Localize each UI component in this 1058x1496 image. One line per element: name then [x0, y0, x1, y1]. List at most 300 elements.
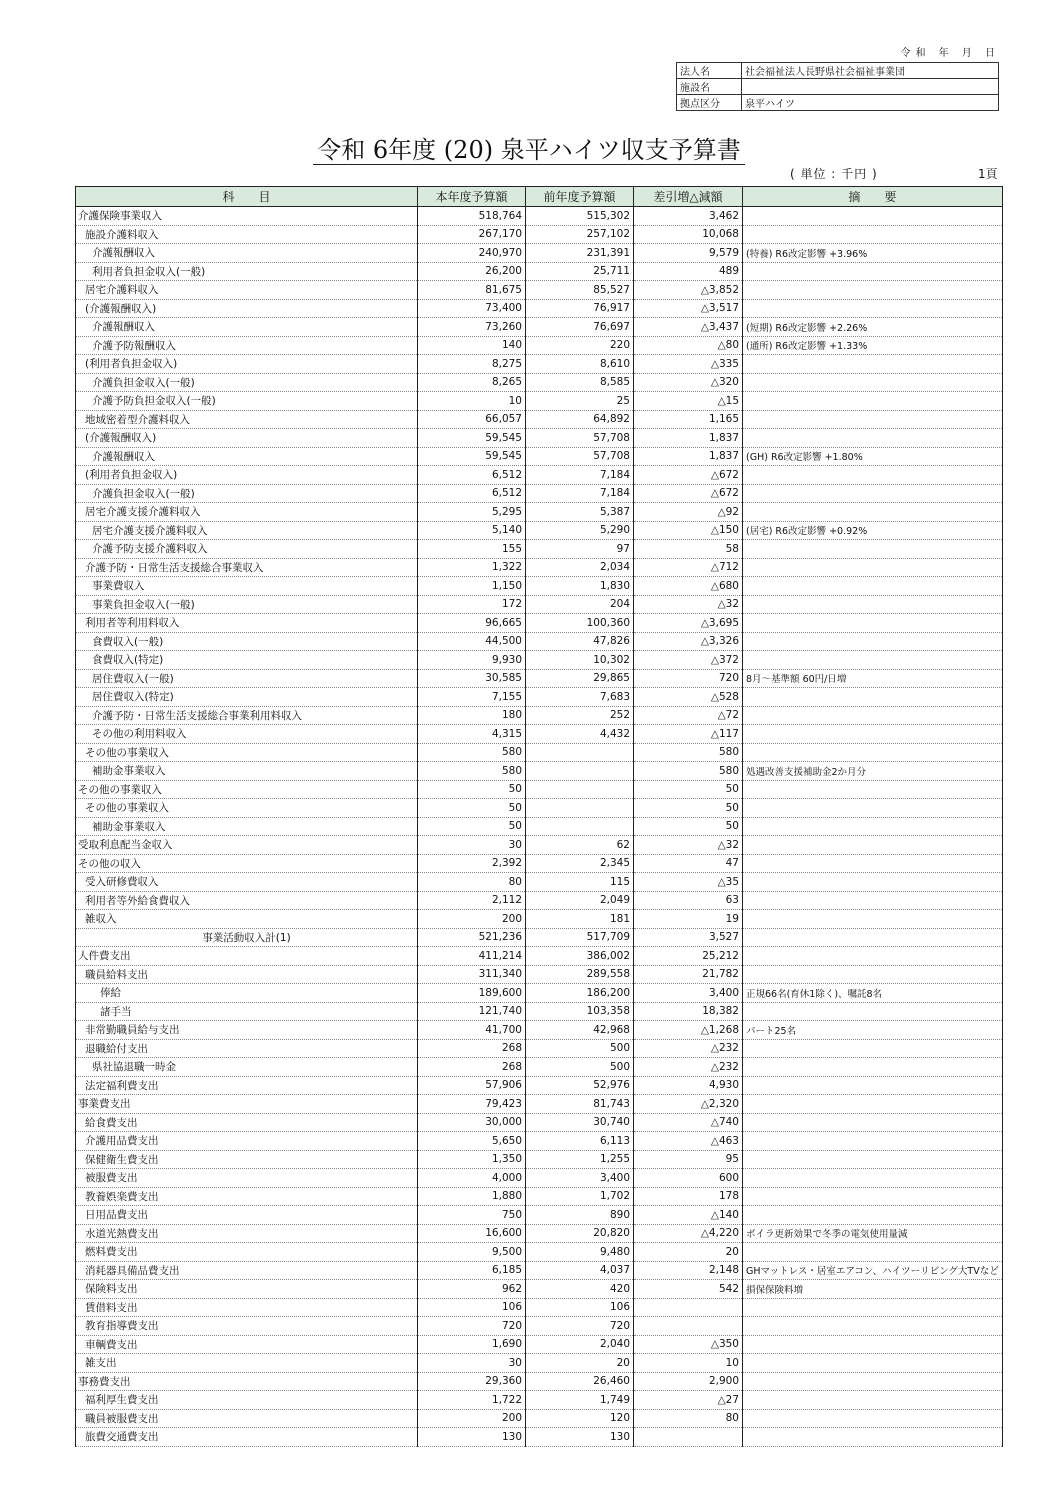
col-header-item: 科 目	[76, 187, 418, 207]
table-row	[76, 577, 1003, 596]
table-row	[76, 318, 1003, 337]
table-row	[76, 540, 1003, 559]
remarks-cell	[743, 706, 1003, 725]
remarks-cell	[743, 540, 1003, 559]
remarks-cell	[743, 503, 1003, 522]
table-row	[76, 1354, 1003, 1373]
item-cell: (利用者負担金収入)	[76, 466, 418, 485]
previous-cell: 257,102	[526, 225, 634, 244]
current-cell: 66,057	[418, 410, 526, 429]
current-cell: 6,512	[418, 466, 526, 485]
item-cell: 受入研修費収入	[76, 873, 418, 892]
remarks-cell: パート25名	[743, 1021, 1003, 1040]
item-cell: 介護報酬収入	[76, 244, 418, 263]
remarks-cell	[743, 836, 1003, 855]
current-cell: 50	[418, 799, 526, 818]
previous-cell: 130	[526, 1428, 634, 1447]
diff-cell: △3,695	[634, 614, 743, 633]
table-row	[76, 484, 1003, 503]
item-cell: 水道光熱費支出	[76, 1224, 418, 1243]
current-cell: 30	[418, 1354, 526, 1373]
item-cell: 介護保険事業収入	[76, 207, 418, 226]
item-cell: 法定福利費支出	[76, 1076, 418, 1095]
previous-cell: 4,037	[526, 1261, 634, 1280]
item-cell: 介護負担金収入(一般)	[76, 373, 418, 392]
previous-cell: 2,034	[526, 558, 634, 577]
remarks-cell	[743, 355, 1003, 374]
diff-cell	[634, 1298, 743, 1317]
table-row	[76, 429, 1003, 448]
diff-cell: △740	[634, 1113, 743, 1132]
table-row	[76, 1113, 1003, 1132]
current-cell: 2,112	[418, 891, 526, 910]
table-row	[76, 688, 1003, 707]
item-cell: 事業負担金収入(一般)	[76, 595, 418, 614]
previous-cell: 517,709	[526, 928, 634, 947]
diff-cell: 80	[634, 1409, 743, 1428]
diff-cell: 542	[634, 1280, 743, 1299]
item-cell: 利用者等外給食費収入	[76, 891, 418, 910]
table-row	[76, 799, 1003, 818]
diff-cell: △232	[634, 1039, 743, 1058]
current-cell: 4,000	[418, 1169, 526, 1188]
table-row	[76, 281, 1003, 300]
table-row	[76, 1187, 1003, 1206]
current-cell: 411,214	[418, 947, 526, 966]
previous-cell: 2,049	[526, 891, 634, 910]
table-row	[76, 1280, 1003, 1299]
table-row	[76, 780, 1003, 799]
table-row	[76, 595, 1003, 614]
remarks-cell	[743, 1187, 1003, 1206]
remarks-cell	[743, 1428, 1003, 1447]
previous-cell: 106	[526, 1298, 634, 1317]
previous-cell: 52,976	[526, 1076, 634, 1095]
diff-cell: △335	[634, 355, 743, 374]
item-cell: 事務費支出	[76, 1372, 418, 1391]
remarks-cell	[743, 1150, 1003, 1169]
remarks-cell: (GH) R6改定影響 +1.80%	[743, 447, 1003, 466]
item-cell: 施設介護料収入	[76, 225, 418, 244]
table-row	[76, 928, 1003, 947]
item-cell: 非常勤職員給与支出	[76, 1021, 418, 1040]
unit-label: ( 単位 : 千円 )	[790, 167, 878, 181]
item-cell: 職員被服費支出	[76, 1409, 418, 1428]
diff-cell: △3,517	[634, 299, 743, 318]
diff-cell: 178	[634, 1187, 743, 1206]
table-row	[76, 1372, 1003, 1391]
previous-cell	[526, 817, 634, 836]
diff-cell: 580	[634, 743, 743, 762]
item-cell: 保健衛生費支出	[76, 1150, 418, 1169]
remarks-cell	[743, 947, 1003, 966]
item-cell: 諸手当	[76, 1002, 418, 1021]
table-row	[76, 1224, 1003, 1243]
table-row	[76, 392, 1003, 411]
previous-cell: 103,358	[526, 1002, 634, 1021]
previous-cell: 3,400	[526, 1169, 634, 1188]
current-cell: 44,500	[418, 632, 526, 651]
diff-cell: 95	[634, 1150, 743, 1169]
previous-cell: 26,460	[526, 1372, 634, 1391]
current-cell: 96,665	[418, 614, 526, 633]
previous-cell: 47,826	[526, 632, 634, 651]
table-row	[76, 817, 1003, 836]
current-cell: 50	[418, 817, 526, 836]
table-row	[76, 1206, 1003, 1225]
previous-cell: 204	[526, 595, 634, 614]
diff-cell: 4,930	[634, 1076, 743, 1095]
current-cell: 59,545	[418, 447, 526, 466]
current-cell: 9,930	[418, 651, 526, 670]
diff-cell: 18,382	[634, 1002, 743, 1021]
remarks-cell	[743, 854, 1003, 873]
diff-cell: 20	[634, 1243, 743, 1262]
diff-cell: △680	[634, 577, 743, 596]
diff-cell: △232	[634, 1058, 743, 1077]
diff-cell	[634, 1428, 743, 1447]
table-row	[76, 706, 1003, 725]
previous-cell: 720	[526, 1317, 634, 1336]
remarks-cell	[743, 207, 1003, 226]
remarks-cell	[743, 1335, 1003, 1354]
remarks-cell: ボイラ更新効果で冬季の電気使用量減	[743, 1224, 1003, 1243]
previous-cell: 181	[526, 910, 634, 929]
remarks-cell	[743, 1354, 1003, 1373]
item-cell: 利用者等利用料収入	[76, 614, 418, 633]
table-row	[76, 262, 1003, 281]
previous-cell: 6,113	[526, 1132, 634, 1151]
table-row	[76, 836, 1003, 855]
remarks-cell: 正規66名(育休1除く)、嘱託8名	[743, 984, 1003, 1003]
item-cell: 介護予防支援介護料収入	[76, 540, 418, 559]
diff-cell: 2,900	[634, 1372, 743, 1391]
previous-cell: 1,749	[526, 1391, 634, 1410]
current-cell: 5,140	[418, 521, 526, 540]
diff-cell: 25,212	[634, 947, 743, 966]
current-cell: 57,906	[418, 1076, 526, 1095]
remarks-cell	[743, 558, 1003, 577]
table-row	[76, 743, 1003, 762]
remarks-cell: (特養) R6改定影響 +3.96%	[743, 244, 1003, 263]
current-cell: 8,265	[418, 373, 526, 392]
remarks-cell: 処遇改善支援補助金2か月分	[743, 762, 1003, 781]
current-cell: 59,545	[418, 429, 526, 448]
current-cell: 172	[418, 595, 526, 614]
previous-cell: 252	[526, 706, 634, 725]
current-cell: 240,970	[418, 244, 526, 263]
diff-cell: △528	[634, 688, 743, 707]
diff-cell: 47	[634, 854, 743, 873]
remarks-cell	[743, 281, 1003, 300]
remarks-cell	[743, 1058, 1003, 1077]
diff-cell: 720	[634, 669, 743, 688]
remarks-cell	[743, 262, 1003, 281]
info-row	[677, 79, 999, 95]
table-row	[76, 410, 1003, 429]
item-cell: 受取利息配当金収入	[76, 836, 418, 855]
table-row	[76, 947, 1003, 966]
remarks-cell: (通所) R6改定影響 +1.33%	[743, 336, 1003, 355]
previous-cell: 2,040	[526, 1335, 634, 1354]
previous-cell: 64,892	[526, 410, 634, 429]
remarks-cell: 8月～基準額 60円/日増	[743, 669, 1003, 688]
remarks-cell	[743, 595, 1003, 614]
diff-cell: 1,837	[634, 429, 743, 448]
current-cell: 518,764	[418, 207, 526, 226]
current-cell: 267,170	[418, 225, 526, 244]
previous-cell: 57,708	[526, 429, 634, 448]
table-row	[76, 1039, 1003, 1058]
remarks-cell	[743, 1113, 1003, 1132]
current-cell: 200	[418, 910, 526, 929]
item-cell: 居住費収入(特定)	[76, 688, 418, 707]
previous-cell: 25	[526, 392, 634, 411]
previous-cell: 289,558	[526, 965, 634, 984]
diff-cell: 3,462	[634, 207, 743, 226]
item-cell: (介護報酬収入)	[76, 429, 418, 448]
item-cell: 保険料支出	[76, 1280, 418, 1299]
table-row	[76, 1150, 1003, 1169]
item-cell: 教育指導費支出	[76, 1317, 418, 1336]
table-row	[76, 299, 1003, 318]
item-cell: 給食費支出	[76, 1113, 418, 1132]
previous-cell: 8,585	[526, 373, 634, 392]
item-cell: その他の事業収入	[76, 780, 418, 799]
current-cell: 1,150	[418, 577, 526, 596]
remarks-cell	[743, 928, 1003, 947]
table-row	[76, 910, 1003, 929]
diff-cell: 21,782	[634, 965, 743, 984]
item-cell: 介護負担金収入(一般)	[76, 484, 418, 503]
item-cell: 居宅介護支援介護料収入	[76, 521, 418, 540]
current-cell: 720	[418, 1317, 526, 1336]
remarks-cell: 損保保険料増	[743, 1280, 1003, 1299]
item-cell: 事業活動収入計(1)	[76, 928, 418, 947]
info-key: 法人名	[677, 63, 742, 79]
item-cell: 地域密着型介護料収入	[76, 410, 418, 429]
item-cell: その他の収入	[76, 854, 418, 873]
item-cell: 退職給付支出	[76, 1039, 418, 1058]
diff-cell: △672	[634, 484, 743, 503]
current-cell: 1,350	[418, 1150, 526, 1169]
item-cell: その他の事業収入	[76, 743, 418, 762]
item-cell: 補助金事業収入	[76, 762, 418, 781]
col-header-remarks: 摘 要	[743, 187, 1003, 207]
current-cell: 1,322	[418, 558, 526, 577]
col-header-previous: 前年度予算額	[526, 187, 634, 207]
table-row	[76, 984, 1003, 1003]
table-row	[76, 244, 1003, 263]
table-row	[76, 558, 1003, 577]
diff-cell: △15	[634, 392, 743, 411]
current-cell: 80	[418, 873, 526, 892]
item-cell: (介護報酬収入)	[76, 299, 418, 318]
remarks-cell	[743, 1132, 1003, 1151]
previous-cell: 76,697	[526, 318, 634, 337]
previous-cell: 1,255	[526, 1150, 634, 1169]
remarks-cell	[743, 965, 1003, 984]
diff-cell: △3,437	[634, 318, 743, 337]
remarks-cell	[743, 651, 1003, 670]
diff-cell: △2,320	[634, 1095, 743, 1114]
previous-cell: 500	[526, 1058, 634, 1077]
remarks-cell	[743, 429, 1003, 448]
previous-cell: 57,708	[526, 447, 634, 466]
previous-cell	[526, 780, 634, 799]
diff-cell: △80	[634, 336, 743, 355]
current-cell: 180	[418, 706, 526, 725]
current-cell: 50	[418, 780, 526, 799]
diff-cell: △92	[634, 503, 743, 522]
item-cell: 介護用品費支出	[76, 1132, 418, 1151]
item-cell: 賃借料支出	[76, 1298, 418, 1317]
diff-cell: △1,268	[634, 1021, 743, 1040]
item-cell: その他の事業収入	[76, 799, 418, 818]
diff-cell: 10	[634, 1354, 743, 1373]
current-cell: 30	[418, 836, 526, 855]
previous-cell: 4,432	[526, 725, 634, 744]
table-row	[76, 854, 1003, 873]
table-row	[76, 1391, 1003, 1410]
current-cell: 200	[418, 1409, 526, 1428]
diff-cell: △320	[634, 373, 743, 392]
current-cell: 521,236	[418, 928, 526, 947]
previous-cell: 76,917	[526, 299, 634, 318]
table-row	[76, 669, 1003, 688]
remarks-cell	[743, 1298, 1003, 1317]
previous-cell: 25,711	[526, 262, 634, 281]
previous-cell: 97	[526, 540, 634, 559]
previous-cell: 890	[526, 1206, 634, 1225]
current-cell: 10	[418, 392, 526, 411]
current-cell: 9,500	[418, 1243, 526, 1262]
item-cell: 介護予防負担金収入(一般)	[76, 392, 418, 411]
previous-cell	[526, 762, 634, 781]
current-cell: 29,360	[418, 1372, 526, 1391]
previous-cell: 1,702	[526, 1187, 634, 1206]
table-row	[76, 891, 1003, 910]
previous-cell: 100,360	[526, 614, 634, 633]
current-cell: 130	[418, 1428, 526, 1447]
table-row	[76, 1317, 1003, 1336]
previous-cell: 62	[526, 836, 634, 855]
current-cell: 580	[418, 743, 526, 762]
current-cell: 140	[418, 336, 526, 355]
remarks-cell	[743, 817, 1003, 836]
info-value: 泉平ハイツ	[742, 95, 999, 111]
item-cell: 介護予防・日常生活支援総合事業収入	[76, 558, 418, 577]
previous-cell: 30,740	[526, 1113, 634, 1132]
current-cell: 268	[418, 1039, 526, 1058]
diff-cell: △72	[634, 706, 743, 725]
remarks-cell	[743, 1095, 1003, 1114]
previous-cell: 5,387	[526, 503, 634, 522]
diff-cell: 10,068	[634, 225, 743, 244]
diff-cell: △32	[634, 836, 743, 855]
remarks-cell	[743, 891, 1003, 910]
table-row	[76, 1243, 1003, 1262]
date-label: 令和 年 月 日	[900, 48, 1000, 59]
previous-cell: 7,184	[526, 484, 634, 503]
current-cell: 41,700	[418, 1021, 526, 1040]
previous-cell: 85,527	[526, 281, 634, 300]
table-row	[76, 1021, 1003, 1040]
remarks-cell	[743, 614, 1003, 633]
table-row	[76, 503, 1003, 522]
remarks-cell: (短期) R6改定影響 +2.26%	[743, 318, 1003, 337]
table-row	[76, 225, 1003, 244]
table-row	[76, 1428, 1003, 1447]
item-cell: 居住費収入(一般)	[76, 669, 418, 688]
table-row	[76, 1058, 1003, 1077]
item-cell: 事業費支出	[76, 1095, 418, 1114]
current-cell: 5,650	[418, 1132, 526, 1151]
previous-cell: 81,743	[526, 1095, 634, 1114]
remarks-cell	[743, 1391, 1003, 1410]
item-cell: 旅費交通費支出	[76, 1428, 418, 1447]
previous-cell	[526, 743, 634, 762]
item-cell: 雑支出	[76, 1354, 418, 1373]
current-cell: 79,423	[418, 1095, 526, 1114]
previous-cell: 42,968	[526, 1021, 634, 1040]
current-cell: 73,260	[418, 318, 526, 337]
info-row	[677, 63, 999, 79]
item-cell: 利用者負担金収入(一般)	[76, 262, 418, 281]
current-cell: 4,315	[418, 725, 526, 744]
current-cell: 1,722	[418, 1391, 526, 1410]
current-cell: 1,880	[418, 1187, 526, 1206]
previous-cell: 10,302	[526, 651, 634, 670]
previous-cell: 386,002	[526, 947, 634, 966]
diff-cell: 1,837	[634, 447, 743, 466]
item-cell: 居宅介護料収入	[76, 281, 418, 300]
previous-cell: 8,610	[526, 355, 634, 374]
diff-cell: 9,579	[634, 244, 743, 263]
current-cell: 30,000	[418, 1113, 526, 1132]
previous-cell: 2,345	[526, 854, 634, 873]
table-row	[76, 207, 1003, 226]
remarks-cell	[743, 577, 1003, 596]
current-cell: 7,155	[418, 688, 526, 707]
diff-cell: 489	[634, 262, 743, 281]
diff-cell: 58	[634, 540, 743, 559]
current-cell: 8,275	[418, 355, 526, 374]
table-row	[76, 725, 1003, 744]
remarks-cell: GHマットレス・居室エアコン、ハイツーリビング大TVなど	[743, 1261, 1003, 1280]
remarks-cell	[743, 373, 1003, 392]
item-cell: 雑収入	[76, 910, 418, 929]
current-cell: 121,740	[418, 1002, 526, 1021]
diff-cell: △27	[634, 1391, 743, 1410]
page-title-text: 令和 6年度 (20) 泉平ハイツ収支予算書	[313, 136, 744, 165]
diff-cell: △463	[634, 1132, 743, 1151]
current-cell: 750	[418, 1206, 526, 1225]
item-cell: 教養娯楽費支出	[76, 1187, 418, 1206]
col-header-diff: 差引増△減額	[634, 187, 743, 207]
table-row	[76, 873, 1003, 892]
current-cell: 5,295	[418, 503, 526, 522]
previous-cell: 115	[526, 873, 634, 892]
diff-cell: △3,326	[634, 632, 743, 651]
remarks-cell	[743, 1169, 1003, 1188]
remarks-cell	[743, 484, 1003, 503]
item-cell: 県社協退職一時金	[76, 1058, 418, 1077]
table-row	[76, 1409, 1003, 1428]
previous-cell: 20	[526, 1354, 634, 1373]
current-cell: 6,185	[418, 1261, 526, 1280]
diff-cell: △672	[634, 466, 743, 485]
